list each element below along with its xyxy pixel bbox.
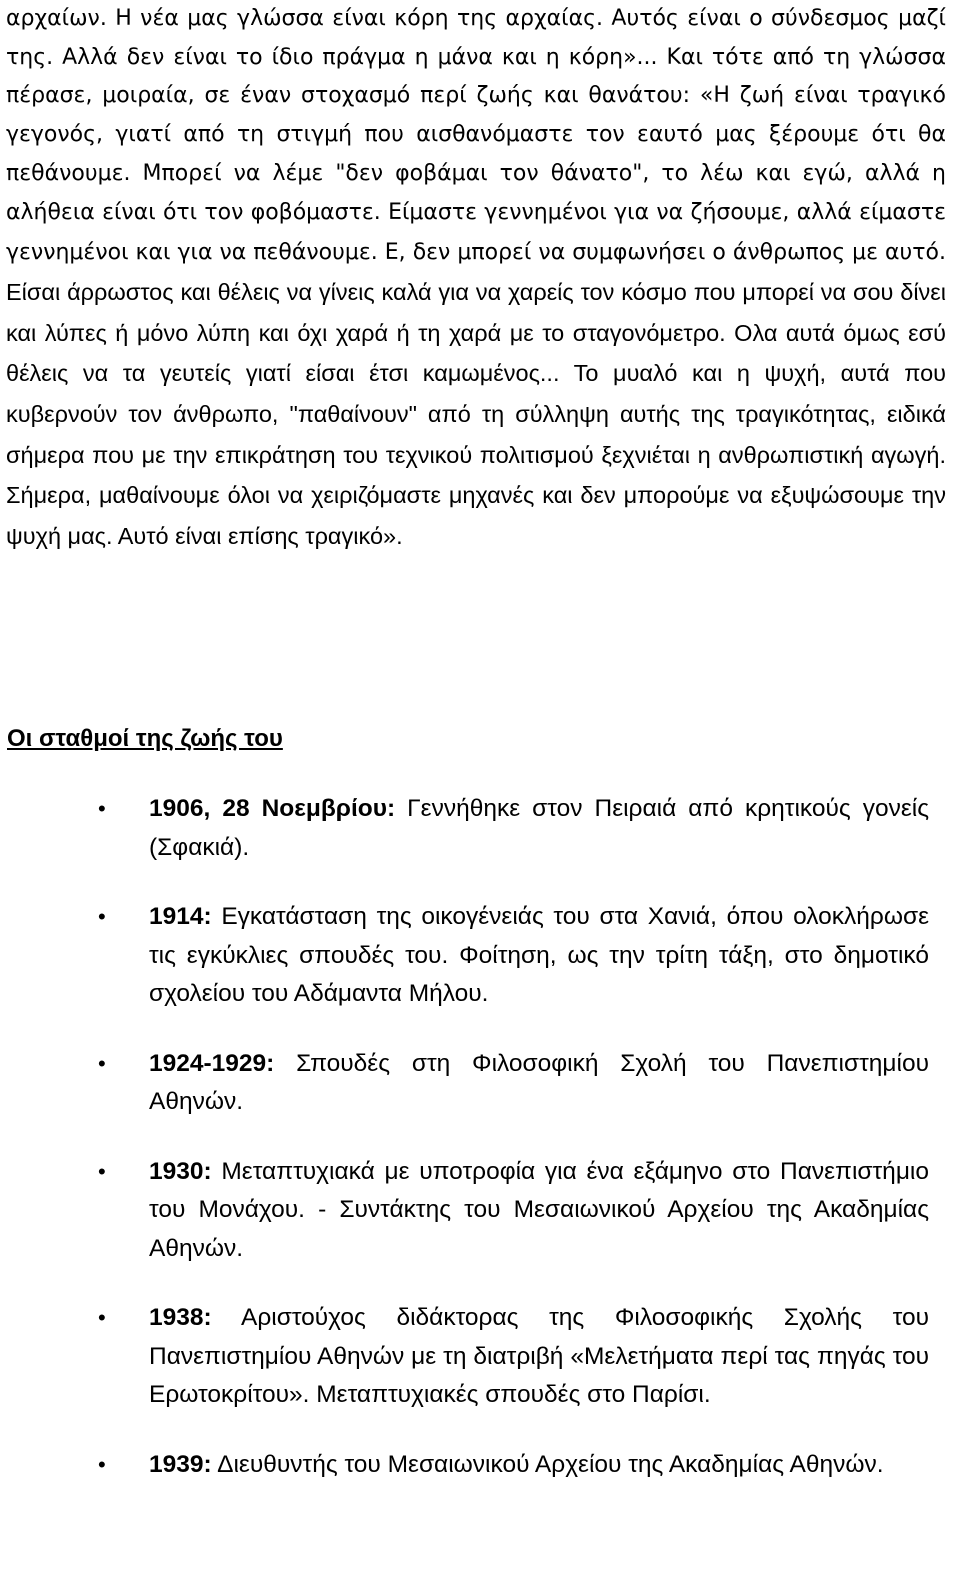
- list-item: [0, 1446, 929, 1485]
- list-item: [0, 1153, 929, 1269]
- bullet-icon: •: [98, 1050, 106, 1076]
- timeline-text: Σπουδές στη Φιλοσοφική Σχολή του Πανεπιστημίου Αθηνών.: [149, 1049, 929, 1115]
- timeline-text: Γεννήθηκε στον Πειραιά από κρητικούς γονείς (Σφακιά).: [149, 795, 929, 861]
- list-item: [0, 1299, 929, 1415]
- timeline-list: [0, 790, 960, 1515]
- paragraph-part-2: Είσαι άρρωστος και θέλεις να γίνεις καλά για να χαρείς τον κόσμο που μπορεί να σου δίνει και λύπες ή μόνο λύπη και όχι χαρά ή τη χαρά με το σταγονόμετρο. Ολα αυτά όμως εσύ θέλεις να τα γευτείς γιατί είσαι έτσι καμωμένος... Το μυαλό και η ψυχή, αυτά που κυβερνούν τον άνθρωπο, "παθαίνουν" από τη σύλληψη αυτής της τραγικότητας, ειδικά σήμερα που με την επικράτηση του τεχνικού πολιτισμού ξεχνιέται η ανθρωπιστική αγωγή. Σήμερα, μαθαίνουμε όλοι να χειριζόμαστε μηχανές και δεν μπορούμε να εξυψώσουμε την ψυχή μας. Αυτό είναι επίσης τραγικό».: [6, 278, 946, 550]
- timeline-date: 1914:: [149, 903, 212, 930]
- timeline-text: Διευθυντής του Μεσαιωνικού Αρχείου της Ακαδημίας Αθηνών.: [211, 1450, 884, 1478]
- timeline-date: 1930:: [149, 1157, 212, 1185]
- bullet-icon: •: [98, 1451, 106, 1477]
- timeline-text: Αριστούχος διδάκτορας της Φιλοσοφικής Σχολής του Πανεπιστημίου Αθηνών με τη διατριβή «Μελετήματα περί τας πηγάς του Ερωτοκρίτου». Μεταπτυχιακές σπουδές στο Παρίσι.: [149, 1304, 929, 1408]
- bullet-icon: •: [98, 1158, 106, 1184]
- timeline-text: Μεταπτυχιακά με υποτροφία για ένα εξάμηνο στο Πανεπιστήμιο του Μονάχου. - Συντάκτης του Μεσαιωνικού Αρχείου της Ακαδημίας Αθηνών.: [149, 1157, 929, 1262]
- paragraph-part-1: αρχαίων. Η νέα μας γλώσσα είναι κόρη της αρχαίας. Αυτός είναι ο σύνδεσμος μαζί της. Αλλά δεν είναι το ίδιο πράγμα η μάνα και η κόρη»... Και τότε από τη γλώσσα πέρασε, μοιραία, σε έναν στοχασμό περί ζωής και θανάτου: «Η ζωή είναι τραγικό γεγονός, γιατί από τη στιγμή που αισθανόμαστε τον εαυτό μας ξέρουμε ότι θα πεθάνουμε. Μπορεί να λέμε "δεν φοβάμαι τον θάνατο", το λέω και εγώ, αλλά η αλήθεια είναι ότι τον φοβόμαστε. Είμαστε γεννημένοι για να ζήσουμε, αλλά είμαστε γεννημένοι και για να πεθάνουμε. Ε, δεν μπορεί να συμφωνήσει ο άνθρωπος με αυτό.: [6, 6, 946, 266]
- bullet-icon: •: [98, 904, 106, 929]
- bullet-icon: •: [98, 796, 106, 821]
- timeline-date: 1938:: [149, 1304, 212, 1331]
- timeline-date: 1924-1929:: [149, 1049, 275, 1077]
- bullet-icon: •: [98, 1305, 106, 1330]
- section-heading: Οι σταθμοί της ζωής του: [7, 725, 283, 752]
- timeline-text: Εγκατάσταση της οικογένειάς του στα Χανιά, όπου ολοκλήρωσε τις εγκύκλιες σπουδές του. Φοίτηση, ως την τρίτη τάξη, στο δημοτικό σχολείου του Αδάμαντα Μήλου.: [149, 903, 929, 1007]
- list-item: [0, 790, 929, 867]
- list-item: [0, 1045, 929, 1122]
- timeline-date: 1939:: [149, 1450, 212, 1478]
- list-item: [0, 898, 929, 1014]
- body-paragraph: [6, 0, 946, 558]
- timeline-date: 1906, 28 Νοεμβρίου:: [149, 795, 396, 822]
